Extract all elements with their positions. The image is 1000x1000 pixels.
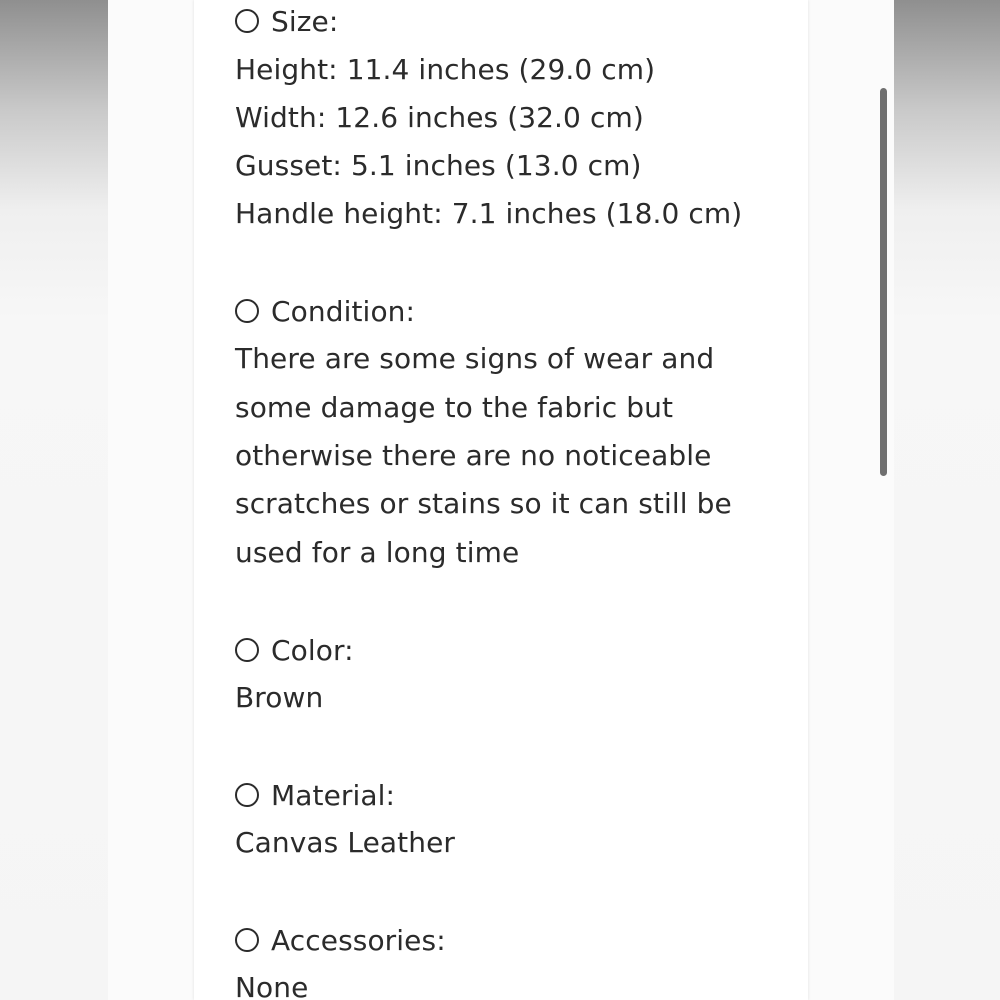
condition-line: some damage to the fabric but [235,391,674,424]
background-left [0,0,108,1000]
circle-bullet-icon [235,928,259,952]
section-heading-size [235,4,338,38]
circle-bullet-icon [235,299,259,323]
size-line-width: Width: 12.6 inches (32.0 cm) [235,101,644,134]
section-heading-condition [235,294,415,328]
section-heading-material [235,778,395,812]
size-line-handle-height: Handle height: 7.1 inches (18.0 cm) [235,197,743,230]
size-line-gusset: Gusset: 5.1 inches (13.0 cm) [235,149,642,182]
size-line-height: Height: 11.4 inches (29.0 cm) [235,53,656,86]
background-right [894,0,1000,1000]
background-left-inner [108,0,194,1000]
accessories-value: None [235,971,309,1000]
heading-label: Material: [271,778,396,812]
circle-bullet-icon [235,9,259,33]
condition-line: There are some signs of wear and [235,342,715,375]
circle-bullet-icon [235,638,259,662]
condition-line: otherwise there are no noticeable [235,439,712,472]
material-value: Canvas Leather [235,826,456,859]
vertical-scrollbar[interactable] [880,88,887,476]
condition-line: scratches or stains so it can still be [235,487,732,520]
heading-label: Accessories: [271,923,446,957]
heading-label: Condition: [271,294,416,328]
condition-line: used for a long time [235,536,520,569]
heading-label: Color: [271,633,354,667]
heading-label: Size: [271,4,339,38]
section-heading-color [235,633,354,667]
circle-bullet-icon [235,783,259,807]
description-panel [194,0,808,1000]
section-heading-accessories [235,923,446,957]
color-value: Brown [235,681,324,714]
